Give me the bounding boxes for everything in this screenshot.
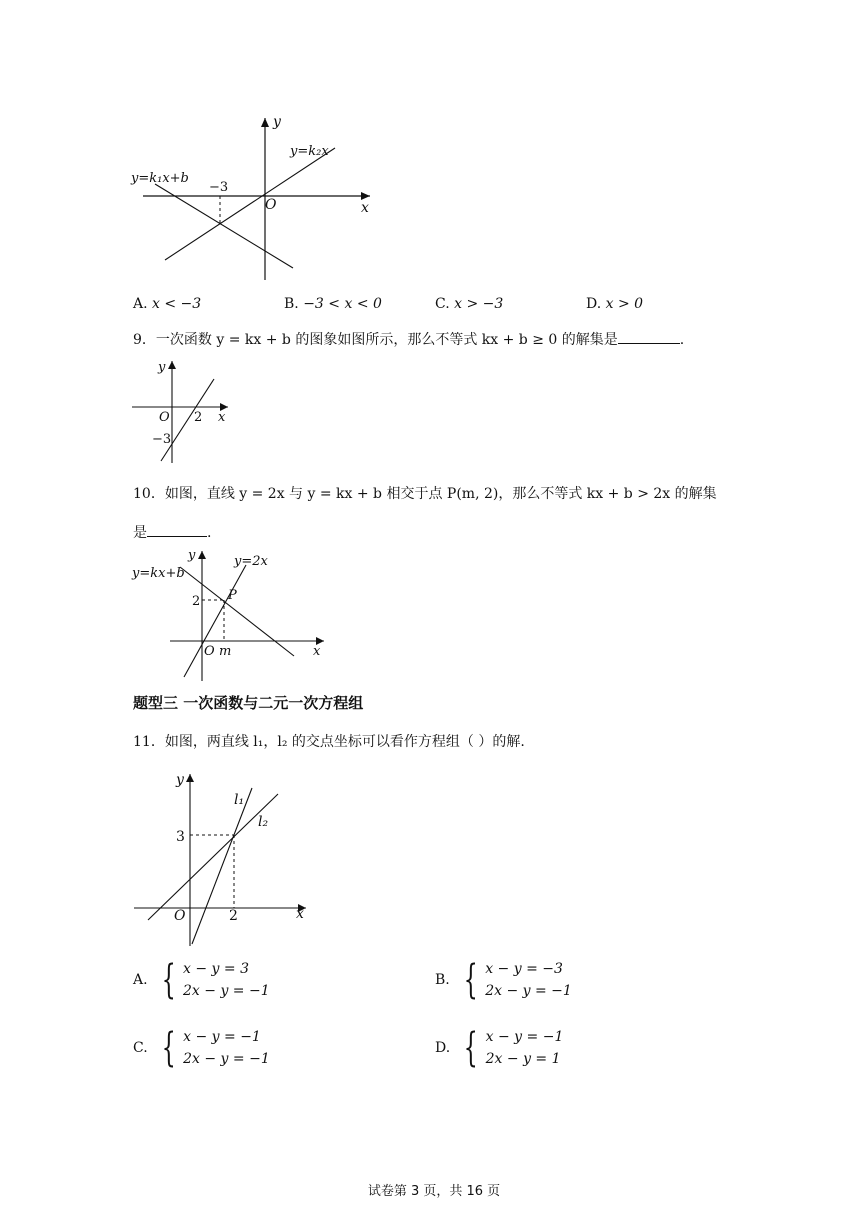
fig9-y-label: y (158, 360, 166, 375)
fig11-y-label: y (176, 772, 184, 788)
q10-answer-blank[interactable] (147, 522, 207, 537)
figure-q8 (125, 110, 385, 290)
fig11-tick-3: 3 (176, 829, 185, 845)
fig10-tick-2: 2 (192, 594, 201, 609)
fig11-tick-2: 2 (229, 908, 238, 924)
fig8-line2-label: y=k₂x (290, 144, 329, 159)
fig11-x-label: x (296, 906, 304, 922)
q8-option-c[interactable]: C. x > −3 (435, 296, 504, 312)
fig9-x-label: x (218, 410, 226, 425)
fig10-p-label: P (228, 588, 237, 603)
fig9-tick-2: 2 (194, 410, 203, 425)
fig8-line1-label: y=k₁x+b (131, 171, 189, 186)
q8-option-d[interactable]: D. x > 0 (586, 296, 644, 312)
fig9-tick-neg3: −3 (152, 432, 172, 447)
fig8-tick-neg3: −3 (209, 180, 229, 195)
section-heading: 题型三 一次函数与二元一次方程组 (133, 694, 364, 712)
fig11-l1-label: l₁ (234, 792, 245, 808)
q11-question: 11．如图，两直线 l₁，l₂ 的交点坐标可以看作方程组（ ）的解. (133, 734, 525, 750)
page-footer: 试卷第 3 页，共 16 页 (367, 1184, 501, 1199)
q10-question-line2: 是 . (133, 522, 211, 543)
figure-q9 (128, 355, 238, 467)
q9-answer-blank[interactable] (618, 329, 680, 344)
q11-option-d[interactable]: D. { x − y = −1 2x − y = 1 (435, 1025, 564, 1071)
q11-option-a[interactable]: A. { x − y = 3 2x − y = −1 (133, 957, 270, 1003)
fig10-y-label: y (188, 548, 196, 563)
q9-question: 9．一次函数 y = kx + b 的图象如图所示，那么不等式 kx + b ≥ 0 的解集是 . (133, 329, 684, 350)
q8-option-b[interactable]: B. −3 < x < 0 (284, 296, 382, 312)
q10-question-line1: 10．如图，直线 y = 2x 与 y = kx + b 相交于点 P(m, 2)，那么不等式 kx + b > 2x 的解集 (133, 486, 717, 502)
fig11-l2-label: l₂ (258, 814, 269, 830)
fig10-m-label: m (219, 644, 232, 659)
fig8-x-label: x (361, 200, 369, 216)
fig10-origin-label: O (204, 644, 215, 659)
fig9-origin-label: O (159, 410, 170, 425)
fig10-line1-label: y=2x (234, 554, 268, 569)
figure-q10 (128, 545, 333, 685)
q8-option-a[interactable]: A. x < −3 (133, 296, 202, 312)
fig10-x-label: x (313, 644, 321, 659)
fig10-line2-label: y=kx+b (132, 566, 185, 581)
q11-option-b[interactable]: B. { x − y = −3 2x − y = −1 (435, 957, 572, 1003)
figure-q11 (128, 768, 313, 950)
fig11-origin-label: O (174, 908, 186, 924)
fig8-y-label: y (273, 114, 281, 130)
fig8-origin-label: O (265, 197, 277, 213)
q11-option-c[interactable]: C. { x − y = −1 2x − y = −1 (133, 1025, 270, 1071)
